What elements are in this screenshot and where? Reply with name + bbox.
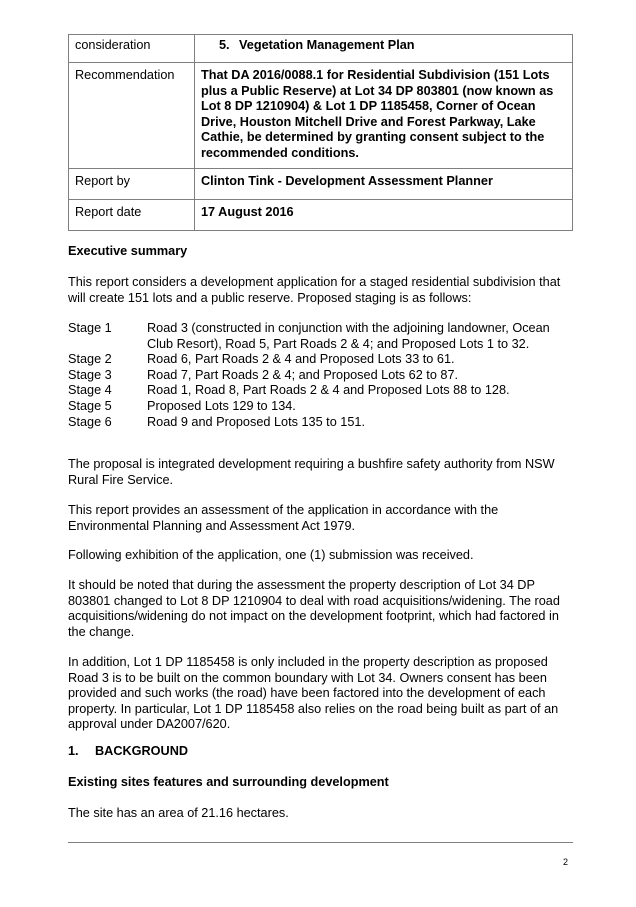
stage-label: Stage 5 [68, 398, 112, 413]
footer-divider [68, 842, 573, 843]
stage-label: Stage 3 [68, 367, 112, 382]
table-value-cell [195, 35, 573, 63]
stage-description: Road 6, Part Roads 2 & 4 and Proposed Lots 33 to 61. [147, 352, 455, 367]
stage-label: Stage 2 [68, 352, 112, 367]
table-row [69, 200, 573, 231]
table-label-cell: Report by [69, 169, 195, 200]
numbered-item [201, 38, 415, 52]
table-label-cell: Report date [69, 200, 195, 231]
table-value-cell: 17 August 2016 [195, 200, 573, 231]
list-item [68, 415, 573, 431]
table-label-cell: consideration [69, 35, 195, 63]
section-number: 1. [68, 744, 79, 758]
stage-description: Road 7, Part Roads 2 & 4; and Proposed Lots 62 to 87. [147, 367, 459, 382]
table-row [69, 35, 573, 63]
stage-label: Stage 1 [68, 321, 112, 335]
paragraph-owners-consent: In addition, Lot 1 DP 1185458 is only included in the property description as proposed Road 3 is to be built on the common boundary with Lot 34. Owners consent has been provided and such works (the road) have been factored into the development of each property. In particular, Lot 1 DP 1185458 also relies on the road being built as part of an approval under DA2007/620. [68, 655, 559, 732]
stage-description: Proposed Lots 129 to 134. [147, 398, 296, 413]
table-row [69, 169, 573, 200]
paragraph-submissions: Following exhibition of the application, one (1) submission was received. [68, 548, 474, 562]
table-label-cell: Recommendation [69, 63, 195, 169]
item-text: Vegetation Management Plan [239, 38, 415, 52]
section-heading-background [68, 744, 573, 760]
summary-table [68, 34, 573, 231]
section-title: BACKGROUND [95, 744, 189, 758]
table-value-cell: That DA 2016/0088.1 for Residential Subdivision (151 Lots plus a Public Reserve) at Lot 34 DP 803801 (now known as Lot 8 DP 1210904) & Lot 1 DP 1185458, Corner of Ocean Drive, Houston Mitchell Drive and Forest Parkway, Lake Cathie, be determined by granting consent subject to the recommended conditions. [195, 63, 573, 169]
stages-list [68, 321, 573, 430]
list-item [68, 368, 573, 384]
stage-description: Road 3 (constructed in conjunction with the adjoining landowner, Ocean Club Resort), Road 5, Part Roads 2 & 4; and Proposed Lots 1 to 32. [147, 321, 550, 351]
list-item [68, 352, 573, 368]
stage-description: Road 1, Road 8, Part Roads 2 & 4 and Proposed Lots 88 to 128. [147, 383, 510, 398]
stage-description: Road 9 and Proposed Lots 135 to 151. [147, 414, 365, 429]
list-item [68, 321, 573, 352]
executive-summary-intro: This report considers a development application for a staged residential subdivision that will create 151 lots and a public reserve. Proposed staging is as follows: [68, 275, 561, 305]
list-item [68, 399, 573, 415]
executive-summary-heading: Executive summary [68, 244, 188, 258]
subheading-existing-site: Existing sites features and surrounding development [68, 775, 389, 789]
paragraph-property-description: It should be noted that during the assessment the property description of Lot 34 DP 803801 changed to Lot 8 DP 1210904 to deal with road acquisitions/widening. The road acquisitions/widening do not impact on the development footprint, which had factored in the change. [68, 578, 560, 639]
list-item [68, 383, 573, 399]
stage-label: Stage 4 [68, 383, 112, 398]
table-row [69, 63, 573, 169]
paragraph-bushfire: The proposal is integrated development requiring a bushfire safety authority from NSW Rural Fire Service. [68, 457, 555, 487]
paragraph-assessment: This report provides an assessment of the application in accordance with the Environmental Planning and Assessment Act 1979. [68, 503, 499, 533]
table-value-cell: Clinton Tink - Development Assessment Planner [195, 169, 573, 200]
item-number: 5. [219, 38, 230, 52]
paragraph-site-area: The site has an area of 21.16 hectares. [68, 806, 289, 820]
page-number: 2 [562, 857, 568, 867]
stage-label: Stage 6 [68, 414, 112, 429]
